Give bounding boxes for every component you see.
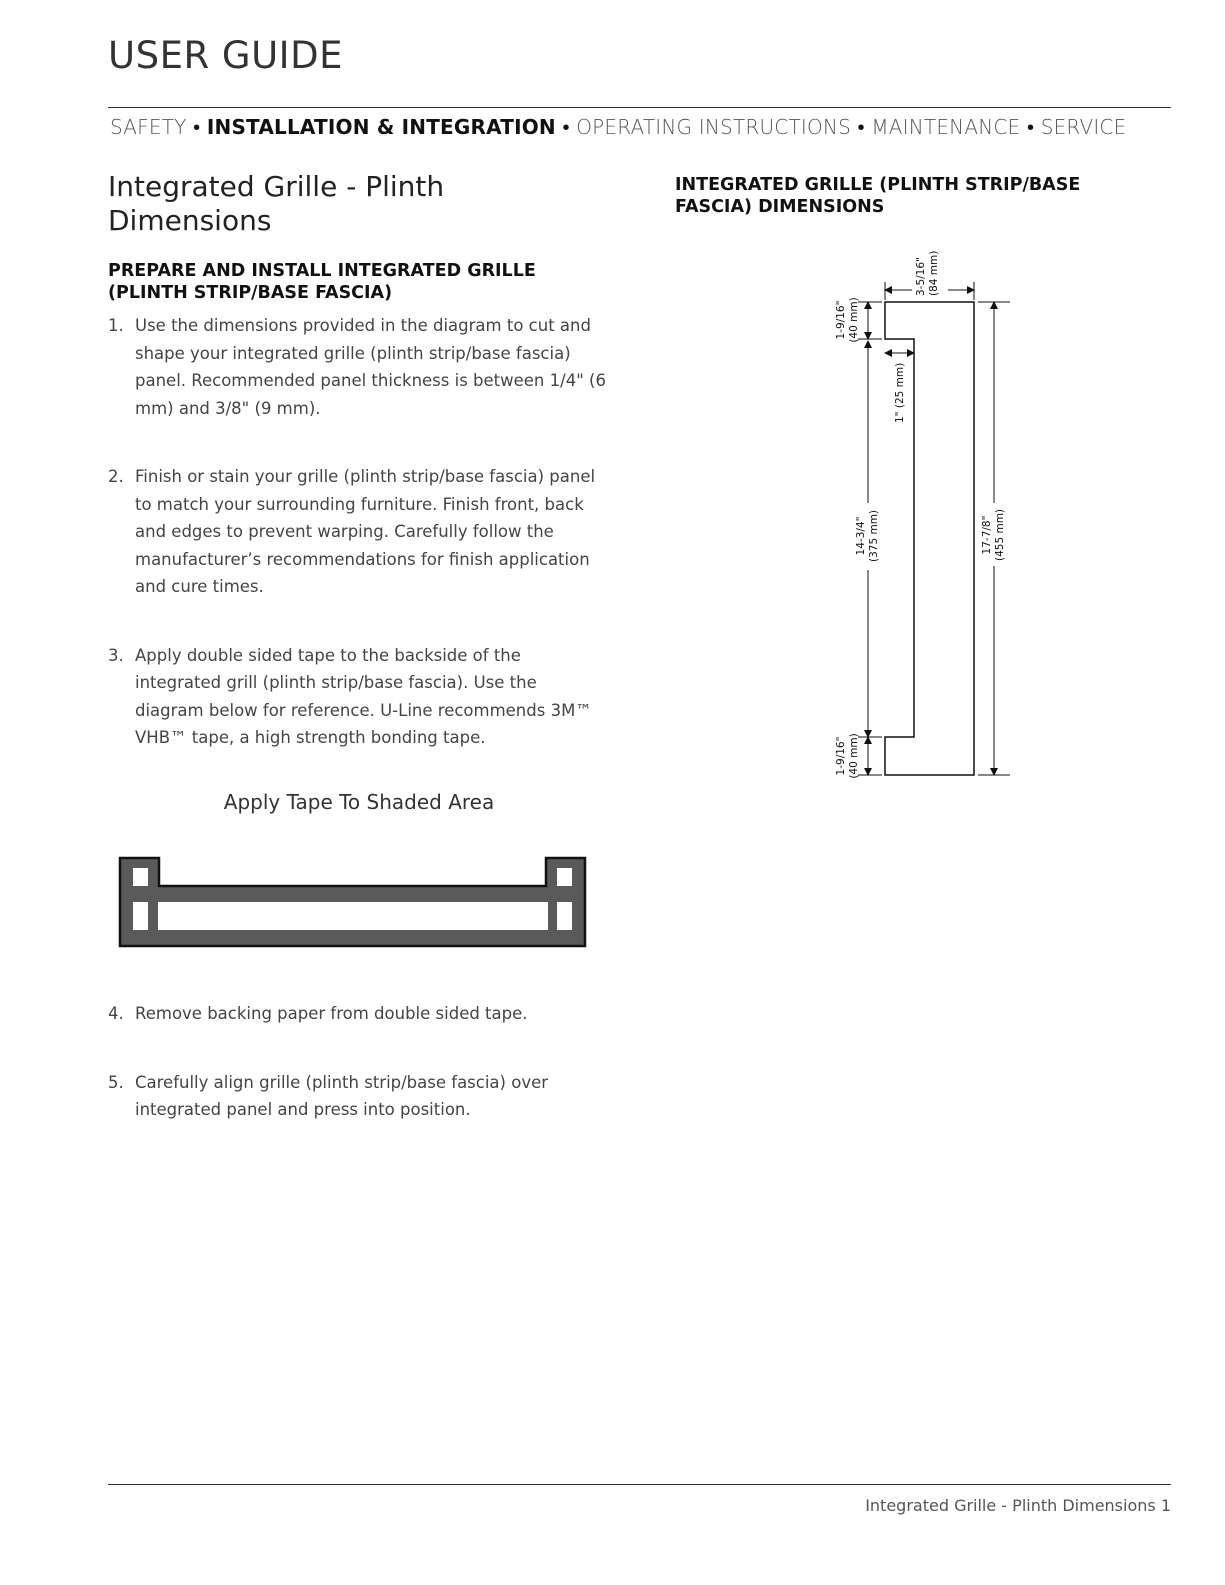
footer-rule	[108, 1484, 1171, 1485]
step-2	[108, 463, 608, 601]
tape-gap-right-top	[557, 868, 572, 886]
dim-top-depth-in: 3-5/16"	[915, 257, 927, 296]
nav-item-safety[interactable]: SAFETY	[110, 115, 187, 139]
dim-top-tab-in: 1-9/16"	[835, 300, 847, 340]
step-number: 1.	[108, 316, 124, 335]
dim-top-depth-mm: (84 mm)	[928, 250, 940, 296]
step-text: Finish or stain your grille (plinth strip/base fascia) panel to match your surrounding furniture. Finish front, back and edges to prevent warping. Carefully follow the manufacturer’s recommendations for finish application and cure times.	[135, 467, 596, 596]
dim-top-depth-label	[915, 251, 940, 296]
step-4	[108, 1000, 608, 1028]
step-5	[108, 1069, 608, 1124]
dim-middle-mm: (375 mm)	[868, 509, 880, 563]
steps-list-a	[108, 312, 608, 752]
section-nav	[110, 115, 1171, 140]
step-text: Apply double sided tape to the backside of the integrated grill (plinth strip/base fascia). Use the diagram below for reference. U-Line recommends 3M™ VHB™ tape, a high strength bonding tape.	[135, 645, 592, 747]
dimensions-heading-line2: FASCIA) DIMENSIONS	[675, 197, 885, 217]
dim-bottom-tab-mm: (40 mm)	[848, 733, 860, 779]
dim-top-tab-label	[835, 297, 860, 342]
tape-gap-left-top	[133, 868, 148, 886]
step-3	[108, 642, 608, 752]
step-text: Carefully align grille (plinth strip/base fascia) over integrated panel and press into position.	[135, 1072, 549, 1119]
step-number: 5.	[108, 1072, 124, 1092]
dim-overall-label	[981, 509, 1006, 561]
dimensions-heading-line1: INTEGRATED GRILLE (PLINTH STRIP/BASE	[675, 175, 1081, 195]
tape-gap-center	[158, 902, 548, 930]
nav-separator: •	[857, 115, 865, 139]
dim-step-width-text: 1" (25 mm)	[894, 362, 906, 423]
nav-item-operating[interactable]: OPERATING INSTRUCTIONS	[576, 115, 851, 139]
step-number: 4.	[108, 1004, 124, 1023]
header-rule	[108, 107, 1171, 108]
nav-separator: •	[1026, 115, 1035, 139]
dim-middle-in: 14-3/4"	[855, 516, 867, 556]
dim-step-width-label	[894, 363, 906, 423]
prepare-heading-line1: PREPARE AND INSTALL INTEGRATED GRILLE	[108, 261, 536, 281]
dimensions-section-heading	[675, 174, 1175, 218]
dim-overall-mm: (455 mm)	[994, 508, 1006, 562]
dim-bottom-tab-label	[835, 733, 860, 778]
steps-list-b	[108, 1000, 608, 1124]
nav-separator: •	[193, 115, 201, 139]
dimension-diagram	[830, 248, 1030, 788]
tape-caption: Apply Tape To Shaded Area	[223, 790, 495, 814]
nav-item-installation[interactable]: INSTALLATION & INTEGRATION	[206, 115, 556, 139]
dim-bottom-tab-in: 1-9/16"	[835, 736, 847, 776]
dim-top-tab-mm: (40 mm)	[848, 297, 860, 343]
dim-overall-in: 17-7/8"	[981, 515, 993, 555]
step-1	[108, 312, 608, 422]
nav-separator: •	[562, 115, 570, 139]
dim-middle-label	[855, 510, 880, 562]
step-number: 3.	[108, 645, 124, 665]
tape-gap-right-bottom	[557, 902, 572, 930]
tape-gap-left-bottom	[133, 902, 148, 930]
nav-item-service[interactable]: SERVICE	[1040, 115, 1127, 139]
prepare-heading-line2: (PLINTH STRIP/BASE FASCIA)	[108, 283, 393, 303]
guide-title: USER GUIDE	[108, 34, 343, 77]
page-heading: Integrated Grille - Plinth Dimensions	[108, 170, 445, 237]
nav-item-maintenance[interactable]: MAINTENANCE	[871, 115, 1021, 139]
dimension-lines	[868, 290, 994, 775]
prepare-section-heading	[108, 260, 608, 304]
footer-page-label: Integrated Grille - Plinth Dimensions 1	[865, 1496, 1171, 1515]
step-number: 2.	[108, 467, 124, 486]
step-text: Remove backing paper from double sided tape.	[135, 1004, 528, 1023]
step-text: Use the dimensions provided in the diagram to cut and shape your integrated grille (plinth strip/base fascia) panel. Recommended panel thickness is between 1/4" (6 mm) and 3/8" (9 mm).	[135, 316, 606, 418]
tape-diagram	[118, 856, 590, 951]
